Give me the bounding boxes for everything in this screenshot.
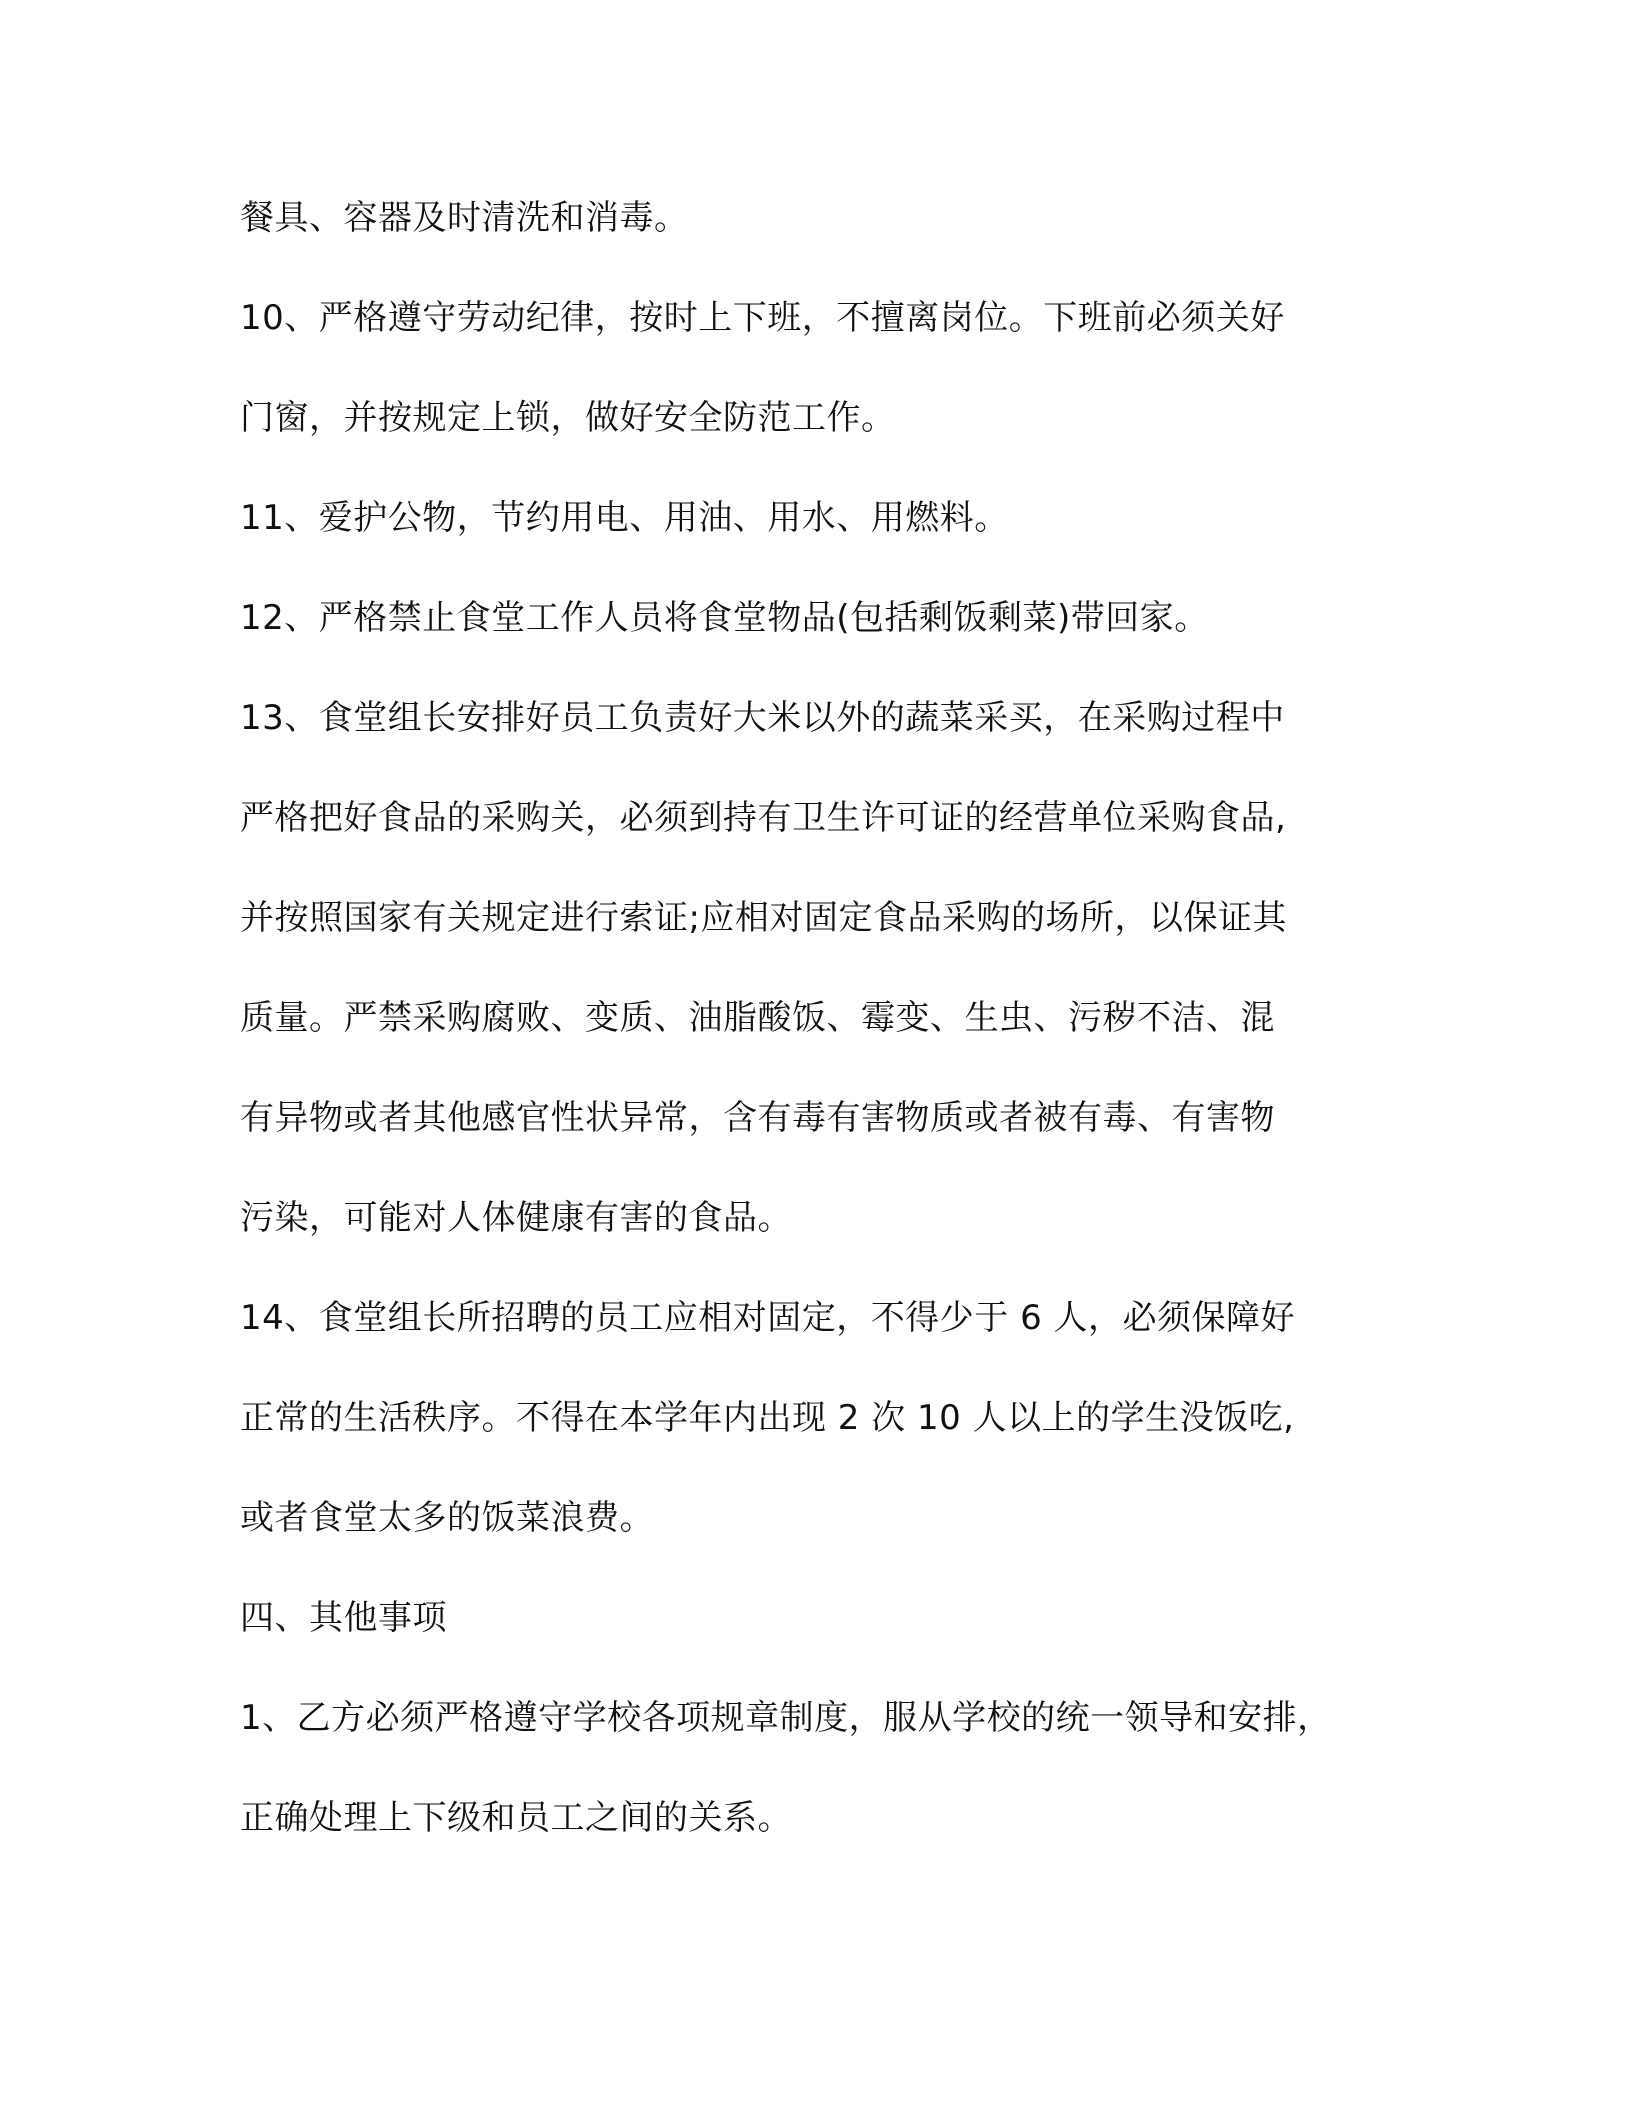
text-line-16: 1、乙方必须严格遵守学校各项规章制度，服从学校的统一领导和安排，	[240, 1698, 1332, 1738]
text-line-8: 并按照国家有关规定进行索证;应相对固定食品采购的场所，以保证其	[240, 898, 1287, 938]
text-line-9: 质量。严禁采购腐败、变质、油脂酸饭、霉变、生虫、污秽不洁、混	[240, 998, 1275, 1038]
section-heading: 四、其他事项	[240, 1598, 447, 1638]
text-line-3: 门窗，并按规定上锁，做好安全防范工作。	[240, 398, 896, 438]
text-line-11: 污染，可能对人体健康有害的食品。	[240, 1198, 792, 1238]
text-line-10: 有异物或者其他感官性状异常，含有毒有害物质或者被有毒、有害物	[240, 1098, 1275, 1138]
text-line-7: 严格把好食品的采购关，必须到持有卫生许可证的经营单位采购食品,	[240, 798, 1287, 838]
text-line-5: 12、严格禁止食堂工作人员将食堂物品(包括剩饭剩菜)带回家。	[240, 598, 1209, 638]
text-line-4: 11、爱护公物，节约用电、用油、用水、用燃料。	[240, 498, 1009, 538]
text-line-12: 14、食堂组长所招聘的员工应相对固定，不得少于 6 人，必须保障好	[240, 1298, 1296, 1338]
text-line-17: 正确处理上下级和员工之间的关系。	[240, 1798, 792, 1838]
text-line-13: 正常的生活秩序。不得在本学年内出现 2 次 10 人以上的学生没饭吃,	[240, 1398, 1295, 1438]
text-line-14: 或者食堂太多的饭菜浪费。	[240, 1498, 654, 1538]
text-line-1: 餐具、容器及时清洗和消毒。	[240, 198, 689, 238]
text-line-2: 10、严格遵守劳动纪律，按时上下班，不擅离岗位。下班前必须关好	[240, 298, 1285, 338]
text-line-6: 13、食堂组长安排好员工负责好大米以外的蔬菜采买，在采购过程中	[240, 698, 1285, 738]
